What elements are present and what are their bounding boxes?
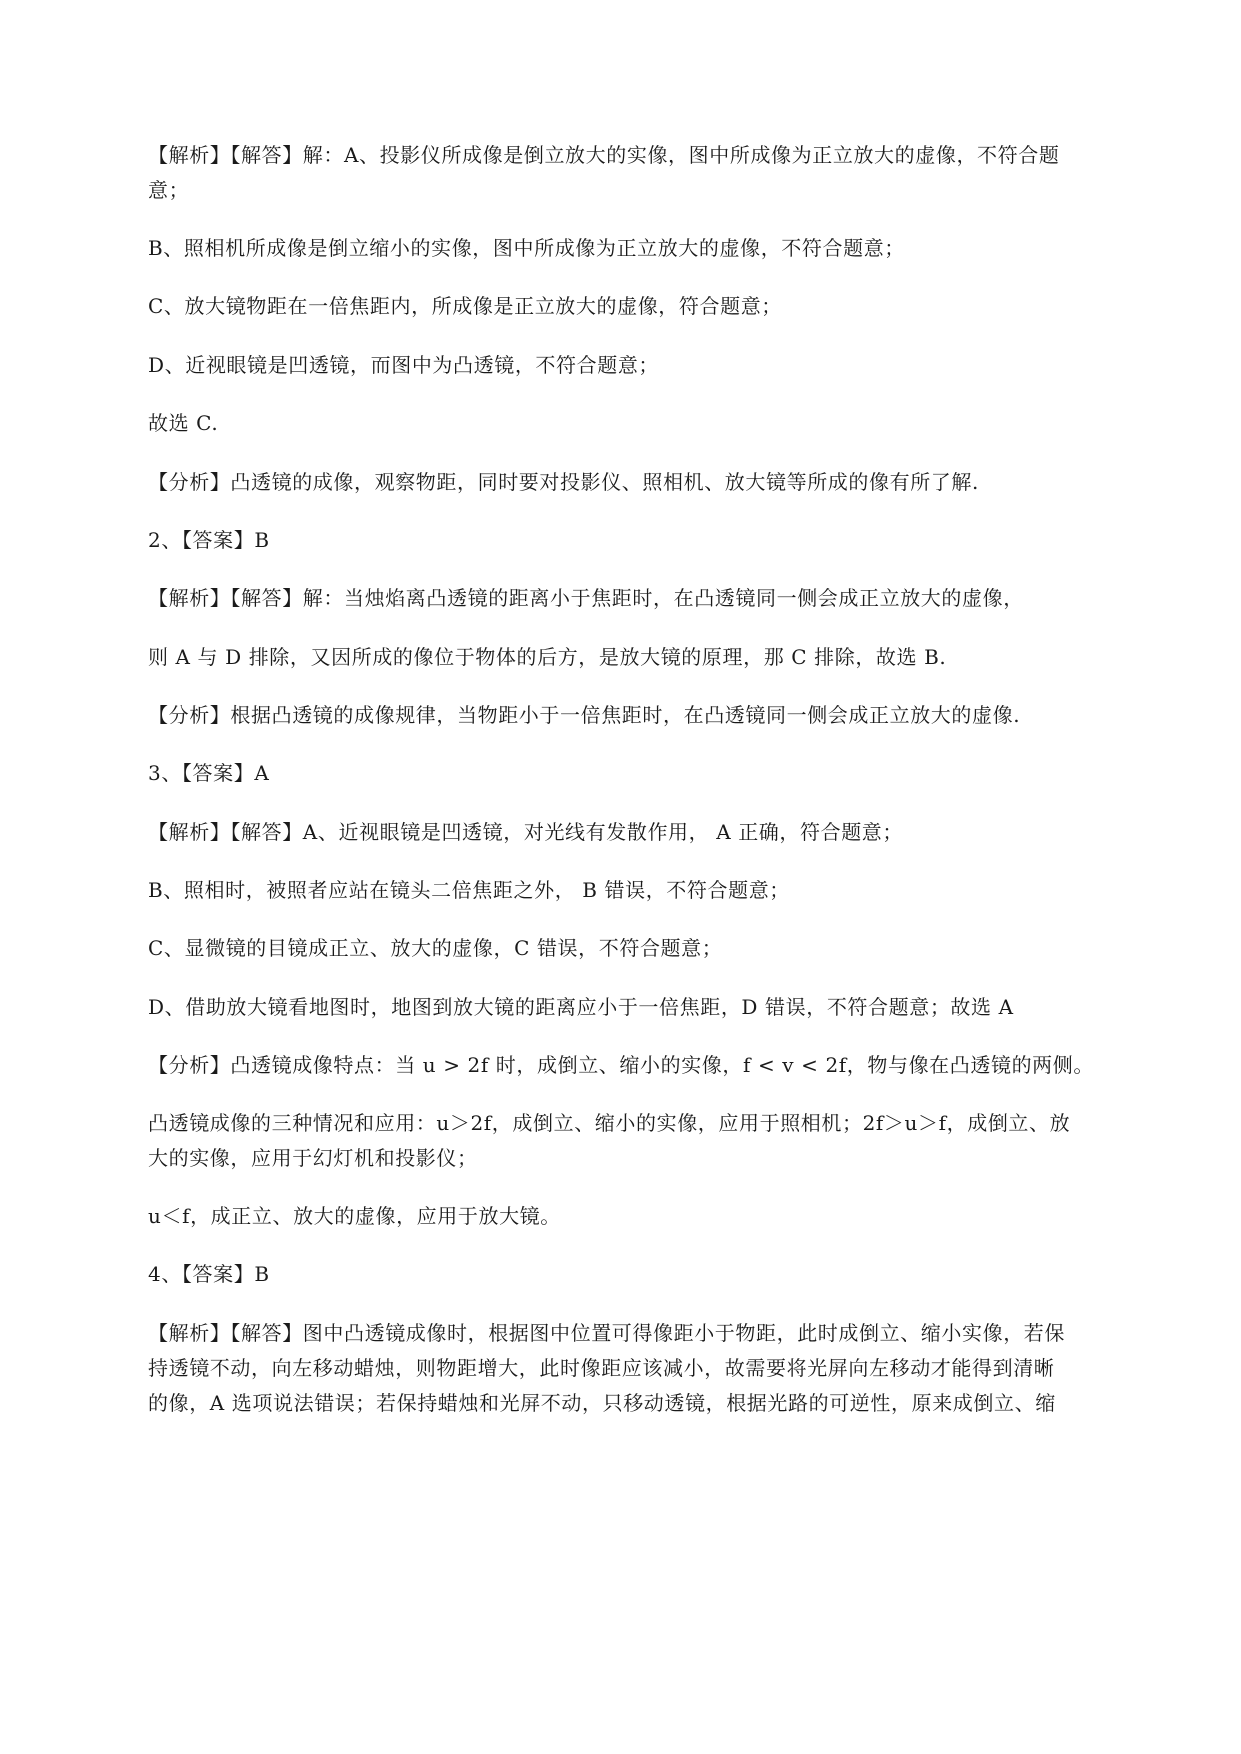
text-line: D、借助放大镜看地图时，地图到放大镜的距离应小于一倍焦距，D 错误，不符合题意；故选 A	[148, 995, 1014, 1019]
text-line: 大的实像，应用于幻灯机和投影仪；	[148, 1146, 478, 1170]
text-line: C、放大镜物距在一倍焦距内，所成像是正立放大的虚像，符合题意；	[148, 294, 782, 318]
text-line: B、照相机所成像是倒立缩小的实像，图中所成像为正立放大的虚像，不符合题意；	[148, 236, 905, 260]
text-line: 4、【答案】B	[148, 1262, 270, 1286]
text-line: 【解析】【解答】解：A、投影仪所成像是倒立放大的实像，图中所成像为正立放大的虚像，不符合题	[148, 143, 1060, 167]
text-line: 【解析】【解答】A、近视眼镜是凹透镜，对光线有发散作用， A 正确，符合题意；	[148, 820, 904, 844]
text-line: 【分析】凸透镜成像特点：当 u > 2f 时，成倒立、缩小的实像，f < v < 2f，物与像在凸透镜的两侧。	[148, 1053, 1094, 1077]
text-line: 则 A 与 D 排除，又因所成的像位于物体的后方，是放大镜的原理，那 C 排除，故选 B.	[148, 645, 947, 669]
text-line: 持透镜不动，向左移动蜡烛，则物距增大，此时像距应该减小，故需要将光屏向左移动才能得到清晰	[148, 1356, 1055, 1380]
text-line: 【解析】【解答】图中凸透镜成像时，根据图中位置可得像距小于物距，此时成倒立、缩小实像，若保	[148, 1321, 1065, 1345]
text-line: 【分析】根据凸透镜的成像规律，当物距小于一倍焦距时，在凸透镜同一侧会成正立放大的虚像.	[148, 703, 1021, 727]
text-line: 【分析】凸透镜的成像，观察物距，同时要对投影仪、照相机、放大镜等所成的像有所了解.	[148, 470, 979, 494]
text-line: 2、【答案】B	[148, 528, 270, 552]
text-line: D、近视眼镜是凹透镜，而图中为凸透镜，不符合题意；	[148, 353, 660, 377]
text-line: u＜f，成正立、放大的虚像，应用于放大镜。	[148, 1204, 561, 1228]
text-line: B、照相时，被照者应站在镜头二倍焦距之外， B 错误，不符合题意；	[148, 878, 790, 902]
text-line: 【解析】【解答】解：当烛焰离凸透镜的距离小于焦距时，在凸透镜同一侧会成正立放大的虚像，	[148, 586, 1024, 610]
text-line: 凸透镜成像的三种情况和应用：u＞2f，成倒立、缩小的实像，应用于照相机；2f＞u＞f，成倒立、放	[148, 1111, 1071, 1135]
text-line: C、显微镜的目镜成正立、放大的虚像，C 错误，不符合题意；	[148, 936, 723, 960]
text-line: 的像，A 选项说法错误；若保持蜡烛和光屏不动，只移动透镜，根据光路的可逆性，原来成倒立、缩	[148, 1391, 1056, 1415]
text-line: 意；	[148, 178, 190, 202]
text-line: 故选 C.	[148, 411, 219, 435]
text-line: 3、【答案】A	[148, 761, 270, 785]
